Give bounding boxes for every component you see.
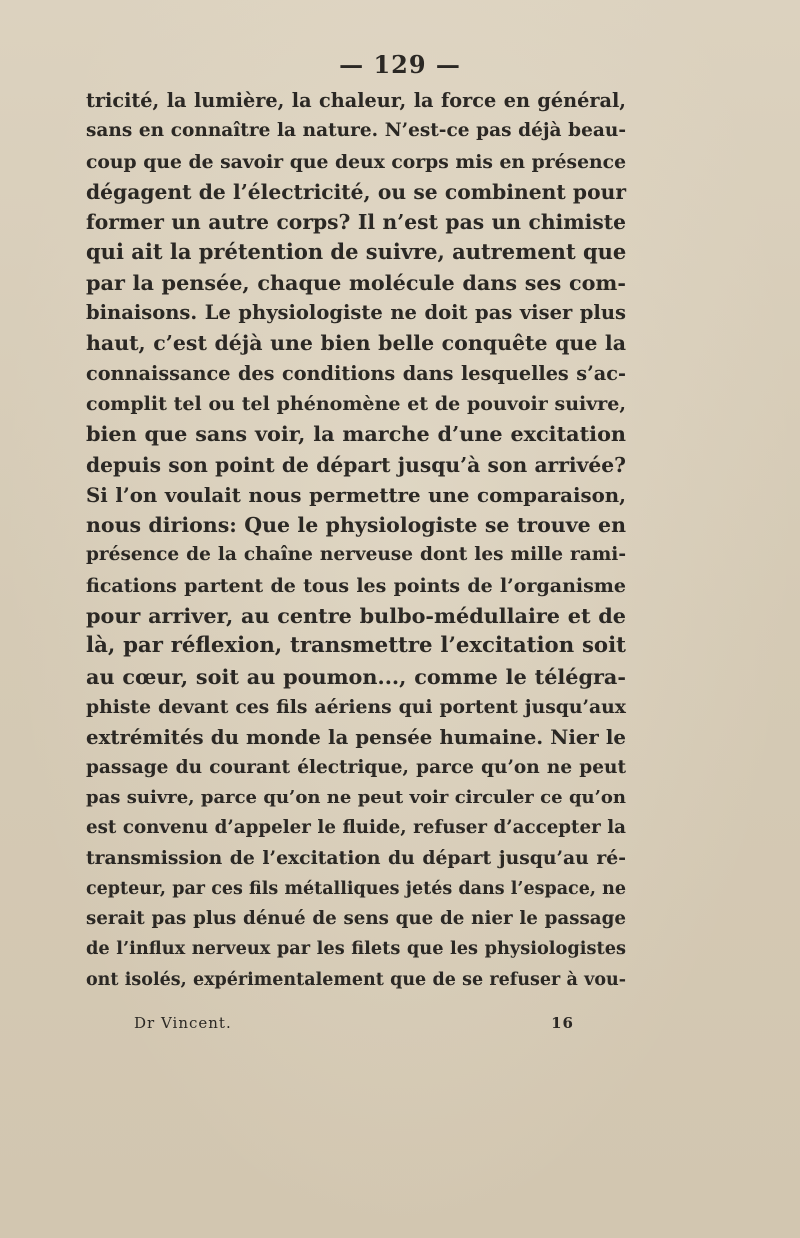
text-line: là, par réflexion, transmettre l’excitation soit xyxy=(86,633,626,659)
text-line: passage du courant électrique, parce qu’on ne peut xyxy=(86,756,626,778)
text-line: tricité, la lumière, la chaleur, la force en général, xyxy=(86,89,626,112)
text-line: de l’influx nerveux par les filets que les physiologistes xyxy=(86,938,626,960)
signature-mark: 16 xyxy=(551,1014,574,1032)
text-line: pour arriver, au centre bulbo-médullaire et de xyxy=(86,604,626,629)
text-line: coup que de savoir que deux corps mis en présence xyxy=(86,150,626,173)
text-line: former un autre corps? Il n’est pas un chimiste xyxy=(86,210,626,235)
text-line: bien que sans voir, la marche d’une excitation xyxy=(86,422,626,447)
text-line: est convenu d’appeler le fluide, refuser d’accepter la xyxy=(86,817,626,839)
text-line: présence de la chaîne nerveuse dont les mille rami- xyxy=(86,544,626,566)
footer-author: Dr Vincent. xyxy=(134,1014,232,1032)
page-number: — 129 — xyxy=(339,50,461,79)
text-line: par la pensée, chaque molécule dans ses com- xyxy=(86,270,626,295)
text-line: fications partent de tous les points de l’organisme xyxy=(86,574,626,597)
text-line: qui ait la prétention de suivre, autrement que xyxy=(86,239,627,265)
text-line: phiste devant ces fils aériens qui portent jusqu’aux xyxy=(86,695,626,718)
text-line: serait pas plus dénué de sens que de nier le passage xyxy=(86,908,626,930)
text-line: ont isolés, expérimentalement que de se refuser à vou- xyxy=(86,969,626,990)
text-line: Si l’on voulait nous permettre une comparaison, xyxy=(86,482,626,507)
text-line: connaissance des conditions dans lesquelles s’ac- xyxy=(86,361,626,385)
text-line: complit tel ou tel phénomène et de pouvoir suivre, xyxy=(86,392,626,415)
text-line: extrémités du monde la pensée humaine. Nier le xyxy=(86,725,626,750)
text-line: transmission de l’excitation du départ jusqu’au ré- xyxy=(86,847,626,870)
text-line: dégagent de l’électricité, ou se combinent pour xyxy=(86,179,626,204)
text-line: cepteur, par ces fils métalliques jetés dans l’espace, ne xyxy=(86,878,626,899)
text-line: pas suivre, parce qu’on ne peut voir circuler ce qu’on xyxy=(86,786,626,808)
text-line: depuis son point de départ jusqu’à son arrivée? xyxy=(86,452,626,477)
text-line: nous dirions: Que le physiologiste se trouve en xyxy=(86,513,626,538)
text-line: au cœur, soit au poumon..., comme le télégra- xyxy=(86,664,626,689)
text-line: sans en connaître la nature. N’est-ce pas déjà beau- xyxy=(86,120,626,142)
body-text xyxy=(86,86,626,995)
text-line: haut, c’est déjà une bien belle conquête que la xyxy=(86,331,626,356)
text-line: binaisons. Le physiologiste ne doit pas viser plus xyxy=(86,301,626,325)
page-footer xyxy=(134,1014,574,1036)
